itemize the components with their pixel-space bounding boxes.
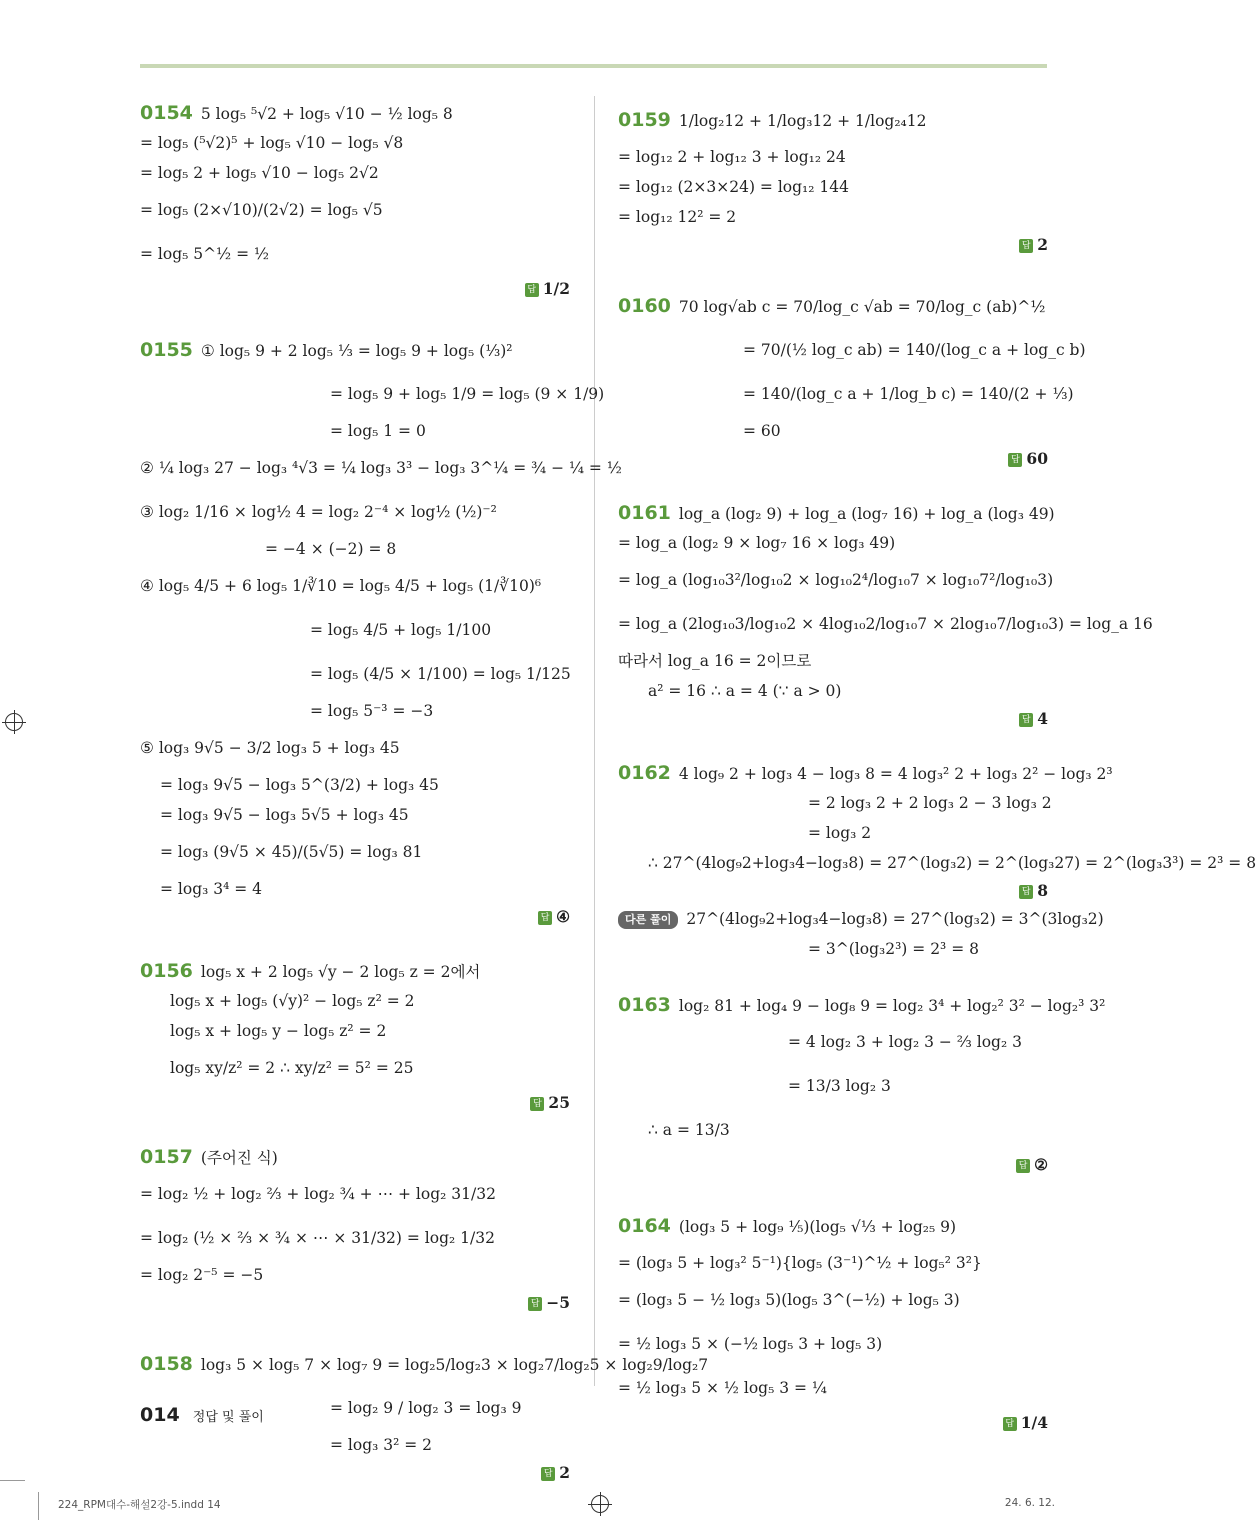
solution-line	[140, 1172, 570, 1216]
math-expression: log₅ xy/z² = 2 ∴ xy/z² = 5² = 25	[170, 1059, 414, 1077]
answer-value: ④	[556, 907, 570, 926]
answer-row	[618, 1152, 1048, 1178]
problem-number: 0157	[140, 1146, 193, 1168]
problem-0161	[618, 498, 1153, 732]
right-column	[618, 98, 1256, 1462]
math-expression: = 70/(½ log_c ab) = 140/(log_c a + log_c b)	[743, 341, 1086, 359]
math-expression: = 60	[743, 422, 781, 440]
math-expression: = log_a (log₂ 9 × log₇ 16 × log₃ 49)	[618, 534, 896, 552]
math-expression: 4 log₉ 2 + log₃ 4 − log₃ 8 = 4 log₃² 2 + log₃ 2² − log₃ 2³	[678, 765, 1113, 783]
solution-line	[140, 446, 622, 490]
math-expression: = 3^(log₃2³) = 2³ = 8	[808, 940, 979, 958]
registration-mark-icon	[5, 713, 23, 731]
math-expression: log_a (log₂ 9) + log_a (log₇ 16) + log_a (log₃ 49)	[678, 505, 1055, 523]
solution-line	[618, 498, 1055, 528]
alt-solution-line	[618, 904, 1104, 934]
math-expression: ③ log₂ 1/16 × log½ 4 = log₂ 2⁻⁴ × log½ (½)⁻²	[140, 503, 497, 521]
crop-mark	[38, 1492, 39, 1520]
math-expression: = log₅ 4/5 + log₅ 1/100	[310, 621, 492, 639]
answer-value: 1/2	[542, 279, 570, 298]
spacer	[618, 472, 1048, 498]
answer-icon: 답	[525, 283, 539, 297]
answer-row	[618, 232, 1048, 258]
print-file-info: 224_RPM대수-해설2강-5.indd 14	[58, 1499, 221, 1511]
solution-line	[140, 1430, 570, 1460]
answer-icon: 답	[1003, 1417, 1017, 1431]
problem-number: 0164	[618, 1215, 671, 1237]
solution-line	[618, 284, 1048, 328]
math-expression: = 13/3 log₂ 3	[788, 1077, 891, 1095]
answer-value: 8	[1037, 881, 1048, 900]
math-expression: = log₅ 2 + log₅ √10 − log₅ 2√2	[140, 164, 379, 182]
math-expression: ⑤ log₃ 9√5 − 3/2 log₃ 5 + log₃ 45	[140, 739, 400, 757]
math-expression: = ½ log₃ 5 × ½ log₅ 3 = ¼	[618, 1379, 827, 1397]
math-expression: = log₅ 5⁻³ = −3	[310, 702, 434, 720]
solution-line	[618, 328, 1086, 372]
solution-line	[618, 372, 1074, 416]
math-expression: log₅ x + log₅ y − log₅ z² = 2	[170, 1022, 387, 1040]
solution-line	[140, 158, 570, 188]
problem-number: 0160	[618, 295, 671, 317]
spacer	[618, 732, 1048, 758]
math-expression: = log_a (log₁₀3²/log₁₀2 × log₁₀2⁴/log₁₀7 × log₁₀7²/log₁₀3)	[618, 571, 1054, 589]
solution-line	[140, 608, 570, 652]
solution-line	[618, 1278, 1048, 1322]
answer-value: ②	[1034, 1155, 1048, 1174]
solution-line	[140, 490, 570, 534]
math-expression: = log_a (2log₁₀3/log₁₀2 × 4log₁₀2/log₁₀7 × 2log₁₀7/log₁₀3) = log_a 16	[618, 615, 1153, 633]
solution-line	[618, 528, 1048, 558]
math-expression: = log₅ 5^½ = ½	[140, 245, 270, 263]
answer-row	[140, 1290, 570, 1316]
math-expression: 5 log₅ ⁵√2 + log₅ √10 − ½ log₅ 8	[200, 105, 453, 123]
solution-line	[140, 1260, 570, 1290]
solution-line	[618, 1108, 1048, 1152]
math-expression: log₅ x + 2 log₅ √y − 2 log₅ z = 2에서	[200, 963, 481, 981]
math-expression: ④ log₅ 4/5 + 6 log₅ 1/∛10 = log₅ 4/5 + log₅ (1/∛10)⁶	[140, 577, 542, 595]
problem-0154	[140, 98, 570, 302]
math-expression: = log₁₂ 12² = 2	[618, 208, 737, 226]
alt-solution-badge: 다른 풀이	[618, 911, 678, 929]
page-title: 정답 및 풀이	[192, 1410, 264, 1425]
math-expression: = log₂ 2⁻⁵ = −5	[140, 1266, 264, 1284]
alt-solution-line	[618, 934, 1048, 964]
problem-0159	[618, 98, 1048, 258]
math-expression: = log₃ 9√5 − log₃ 5√5 + log₃ 45	[160, 806, 409, 824]
solution-line	[140, 232, 570, 276]
math-expression: = log₃ 3⁴ = 4	[160, 880, 263, 898]
solution-line	[618, 98, 1048, 142]
solution-line	[140, 696, 570, 726]
math-expression: = log₅ (2×√10)/(2√2) = log₅ √5	[140, 201, 383, 219]
answer-icon: 답	[1016, 1159, 1030, 1173]
problem-number: 0155	[140, 339, 193, 361]
answer-icon: 답	[1019, 713, 1033, 727]
math-expression: ① log₅ 9 + 2 log₅ ⅓ = log₅ 9 + log₅ (⅓)²	[200, 342, 513, 360]
math-expression: = 4 log₂ 3 + log₂ 3 − ⅔ log₂ 3	[788, 1033, 1022, 1051]
spacer	[618, 1178, 1048, 1204]
math-expression: ∴ 27^(4log₉2+log₃4−log₃8) = 27^(log₃2) = 2^(log₃27) = 2^(log₃3³) = 2³ = 8	[648, 854, 1256, 872]
math-expression: = (log₃ 5 − ½ log₃ 5)(log₅ 3^(−½) + log₅ 3)	[618, 1291, 960, 1309]
solution-line	[140, 986, 570, 1016]
problem-number: 0161	[618, 502, 671, 524]
answer-row	[140, 904, 570, 930]
spacer	[140, 930, 570, 956]
answer-value: −5	[546, 1293, 570, 1312]
answer-icon: 답	[1008, 453, 1022, 467]
answer-row	[618, 446, 1048, 472]
problem-0162	[618, 758, 1256, 964]
problem-0160	[618, 284, 1086, 472]
solution-line	[140, 416, 570, 446]
solution-line	[140, 726, 570, 770]
problem-0164	[618, 1204, 1048, 1436]
answer-row	[140, 1460, 570, 1486]
math-expression: = log₂ ½ + log₂ ⅔ + log₂ ¾ + ⋯ + log₂ 31/32	[140, 1185, 496, 1203]
math-expression: = log₅ (4/5 × 1/100) = log₅ 1/125	[310, 665, 571, 683]
solution-line	[618, 818, 1048, 848]
problem-number: 0154	[140, 102, 193, 124]
math-expression: = ½ log₃ 5 × (−½ log₅ 3 + log₅ 3)	[618, 1335, 883, 1353]
spacer	[618, 258, 1048, 284]
answer-value: 2	[559, 1463, 570, 1482]
answer-value: 60	[1026, 449, 1048, 468]
solution-line	[618, 142, 1048, 172]
registration-mark-icon	[591, 1495, 609, 1513]
solution-line	[618, 202, 1048, 232]
problem-0155	[140, 328, 622, 930]
problem-0157	[140, 1142, 570, 1316]
math-expression: = log₃ 3² = 2	[330, 1436, 433, 1454]
math-expression: 따라서 log_a 16 = 2이므로	[618, 652, 812, 670]
solution-line	[140, 564, 570, 608]
math-expression: log₅ x + log₅ (√y)² − log₅ z² = 2	[170, 992, 415, 1010]
solution-line	[140, 1142, 570, 1172]
answer-row	[140, 1090, 570, 1116]
solution-line	[140, 98, 570, 128]
spacer	[140, 1116, 570, 1142]
solution-line	[618, 1064, 1048, 1108]
math-expression: = 140/(log_c a + 1/log_b c) = 140/(2 + ⅓)	[743, 385, 1074, 403]
solution-line	[618, 602, 1153, 646]
problem-number: 0163	[618, 994, 671, 1016]
answer-value: 2	[1037, 235, 1048, 254]
answer-icon: 답	[528, 1297, 542, 1311]
math-expression: = log₅ (⁵√2)⁵ + log₅ √10 − log₅ √8	[140, 134, 404, 152]
math-expression: ② ¼ log₃ 27 − log₃ ⁴√3 = ¼ log₃ 3³ − log₃ 3^¼ = ¾ − ¼ = ½	[140, 459, 622, 477]
solution-line	[618, 172, 1048, 202]
solution-line	[140, 1216, 570, 1260]
solution-line	[618, 1020, 1048, 1064]
problem-0163	[618, 990, 1106, 1178]
math-expression: = −4 × (−2) = 8	[265, 540, 397, 558]
solution-line	[140, 372, 605, 416]
solution-line	[140, 328, 570, 372]
math-expression: (log₃ 5 + log₉ ⅕)(log₅ √⅓ + log₂₅ 9)	[678, 1218, 957, 1236]
solution-line	[140, 800, 570, 830]
math-expression: = log₃ (9√5 × 45)/(5√5) = log₃ 81	[160, 843, 423, 861]
math-expression: = log₁₂ (2×3×24) = log₁₂ 144	[618, 178, 849, 196]
solution-line	[140, 956, 570, 986]
problem-0156	[140, 956, 570, 1116]
solution-line	[618, 1366, 1048, 1410]
answer-icon: 답	[530, 1097, 544, 1111]
math-expression: = log₂ 9 / log₂ 3 = log₃ 9	[330, 1399, 522, 1417]
solution-line	[618, 758, 1113, 788]
solution-line	[618, 558, 1054, 602]
spacer	[140, 302, 570, 328]
answer-value: 1/4	[1020, 1413, 1048, 1432]
solution-line	[618, 1248, 1048, 1278]
math-expression: = log₂ (½ × ⅔ × ¾ × ⋯ × 31/32) = log₂ 1/32	[140, 1229, 495, 1247]
math-expression: log₂ 81 + log₄ 9 − log₈ 9 = log₂ 3⁴ + log₂² 3² − log₂³ 3²	[678, 997, 1106, 1015]
answer-row	[618, 706, 1048, 732]
solution-line	[140, 128, 570, 158]
page-number: 014	[140, 1404, 180, 1426]
solution-line	[618, 848, 1256, 878]
solution-line	[618, 990, 1106, 1020]
math-expression: = log₃ 9√5 − log₃ 5^(3/2) + log₃ 45	[160, 776, 439, 794]
answer-icon: 답	[541, 1467, 555, 1481]
print-date: 24. 6. 12.	[1004, 1497, 1055, 1509]
math-expression: = log₅ 9 + log₅ 1/9 = log₅ (9 × 1/9)	[330, 385, 605, 403]
solution-line	[140, 1046, 570, 1090]
problem-number: 0158	[140, 1353, 193, 1375]
problem-number: 0162	[618, 762, 671, 784]
solution-line	[618, 646, 1048, 676]
answer-icon: 답	[538, 911, 552, 925]
problem-number: 0156	[140, 960, 193, 982]
answer-row	[618, 1410, 1048, 1436]
problem-number: 0159	[618, 109, 671, 131]
math-expression: = (log₃ 5 + log₃² 5⁻¹){log₅ (3⁻¹)^½ + log₅² 3²}	[618, 1254, 982, 1272]
spacer	[140, 1316, 570, 1342]
solution-line	[140, 770, 570, 800]
math-expression: 1/log₂12 + 1/log₃12 + 1/log₂₄12	[678, 112, 927, 130]
page-footer	[140, 1404, 264, 1426]
solution-line	[618, 788, 1052, 818]
answer-icon: 답	[1019, 239, 1033, 253]
answer-value: 25	[548, 1093, 570, 1112]
math-expression: 70 log√ab c = 70/log_c √ab = 70/log_c (ab)^½	[678, 298, 1046, 316]
solution-line	[140, 534, 570, 564]
top-rule	[140, 64, 1047, 68]
solution-line	[618, 1322, 1048, 1366]
answer-icon: 답	[1019, 885, 1033, 899]
spacer	[618, 964, 1048, 990]
spacer	[618, 1436, 1048, 1462]
solution-line	[140, 830, 570, 874]
solution-line	[140, 1016, 570, 1046]
solution-line	[140, 188, 570, 232]
answer-row	[140, 276, 570, 302]
solution-line	[618, 676, 1048, 706]
solution-line	[140, 652, 570, 696]
solution-line	[618, 416, 1048, 446]
solution-line	[618, 1204, 1048, 1248]
column-divider	[594, 96, 595, 1386]
solution-line	[140, 1342, 709, 1386]
math-expression: log₃ 5 × log₅ 7 × log₇ 9 = log₂5/log₂3 × log₂7/log₂5 × log₂9/log₂7	[200, 1356, 709, 1374]
math-expression: = log₁₂ 2 + log₁₂ 3 + log₁₂ 24	[618, 148, 846, 166]
math-expression: = 2 log₃ 2 + 2 log₃ 2 − 3 log₃ 2	[808, 794, 1052, 812]
math-expression: ∴ a = 13/3	[648, 1121, 730, 1139]
solution-line	[140, 874, 570, 904]
math-expression: = log₃ 2	[808, 824, 872, 842]
math-expression: a² = 16 ∴ a = 4 (∵ a > 0)	[648, 682, 842, 700]
answer-row	[618, 878, 1048, 904]
math-expression: 27^(4log₉2+log₃4−log₃8) = 27^(log₃2) = 3^(3log₃2)	[686, 910, 1104, 928]
crop-mark	[0, 1480, 25, 1481]
math-expression: = log₅ 1 = 0	[330, 422, 426, 440]
answer-value: 4	[1037, 709, 1048, 728]
math-expression: (주어진 식)	[200, 1149, 278, 1167]
